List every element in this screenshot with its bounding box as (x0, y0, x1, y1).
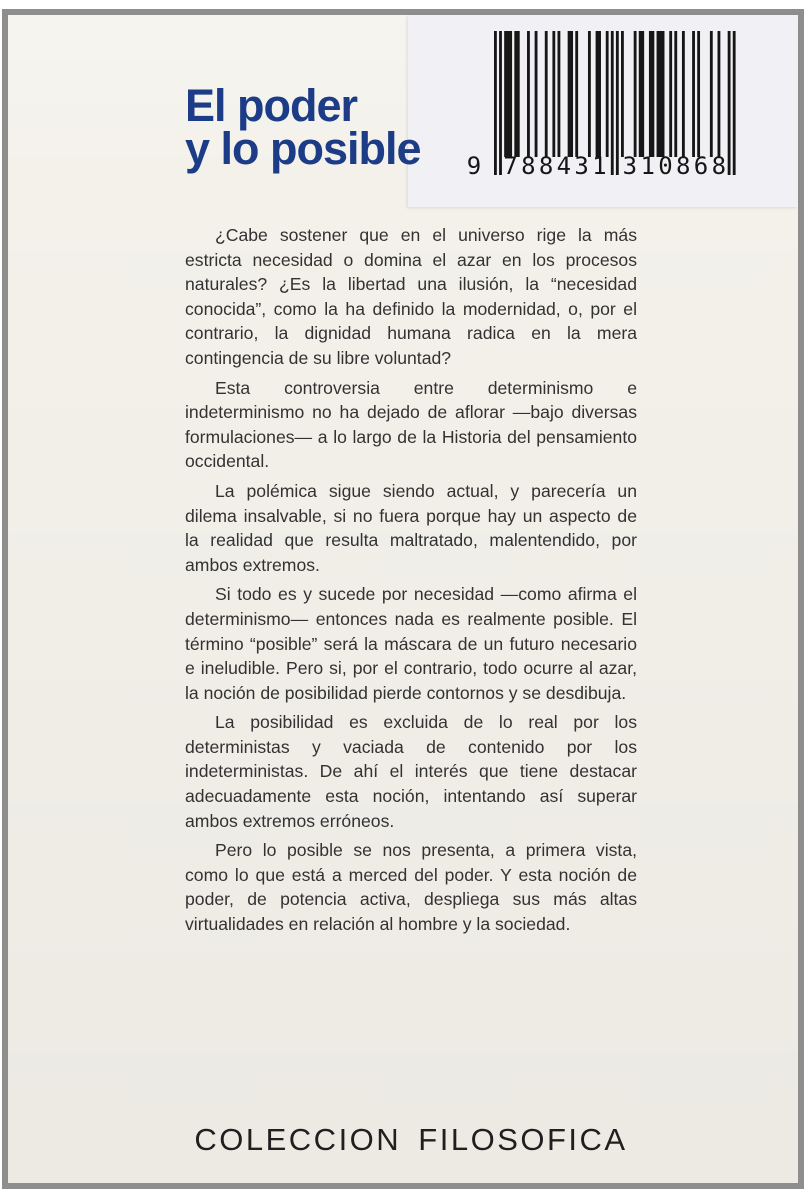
svg-text:3: 3 (622, 152, 638, 180)
book-title-line2: y lo posible (185, 123, 421, 174)
blurb-paragraph: Pero lo posible se nos presenta, a primera vista, como lo que está a merced del poder. Y esta noción de poder, de potencia activa, despliega sus más altas virtualidades en relación al hombre y la sociedad. (185, 840, 637, 935)
ean13-barcode (432, 31, 748, 183)
barcode-label (408, 15, 798, 207)
svg-text:8: 8 (538, 152, 554, 180)
svg-text:8: 8 (521, 152, 536, 180)
book-back-cover (2, 9, 804, 1189)
svg-text:1: 1 (592, 152, 607, 180)
book-title-line1: El poder (185, 80, 358, 131)
svg-text:7: 7 (503, 152, 518, 180)
svg-text:1: 1 (640, 152, 655, 180)
blurb-paragraph: Esta controversia entre determinismo e indeterminismo no ha dejado de aflorar —bajo diversas formulaciones— a lo largo de la Historia del pensamiento occidental. (185, 377, 637, 472)
blurb-paragraph: ¿Cabe sostener que en el universo rige la más estricta necesidad o domina el azar en los procesos naturales? ¿Es la libertad una ilusión, la “necesidad conocida”, como la ha definido la modernidad, o, por el contrario, la dignidad humana radica en la mera contingencia de su libre voluntad? (185, 225, 637, 368)
svg-text:8: 8 (676, 152, 691, 180)
blurb-paragraph: La polémica sigue siendo actual, y parecería un dilema insalvable, si no fuera porque hay un aspecto de la realidad que resulta maltratado, malentendido, por ambos extremos. (185, 480, 637, 575)
blurb-paragraph: Si todo es y sucede por necesidad —como afirma el determinismo— entonces nada es realmente posible. El término “posible” será la máscara de un futuro necesario e ineludible. Pero si, por el contrario, todo ocurre al azar, la noción de posibilidad pierde contornos y se desdibuja. (185, 584, 637, 703)
book-title (185, 80, 421, 174)
collection-title: COLECCION FILOSOFICA (194, 1122, 628, 1157)
svg-text:0: 0 (658, 152, 673, 180)
svg-text:8: 8 (711, 152, 727, 180)
svg-text:3: 3 (574, 152, 589, 180)
svg-text:9: 9 (466, 152, 482, 180)
blurb-paragraph: La posibilidad es excluida de lo real por los deterministas y vaciada de contenido por los indeterministas. De ahí el interés que tiene destacar adecuadamente esta noción, intentando así superar ambos extremos erróneos. (185, 712, 637, 831)
back-cover-text (185, 223, 637, 942)
svg-text:6: 6 (693, 152, 709, 180)
svg-text:4: 4 (556, 152, 572, 180)
